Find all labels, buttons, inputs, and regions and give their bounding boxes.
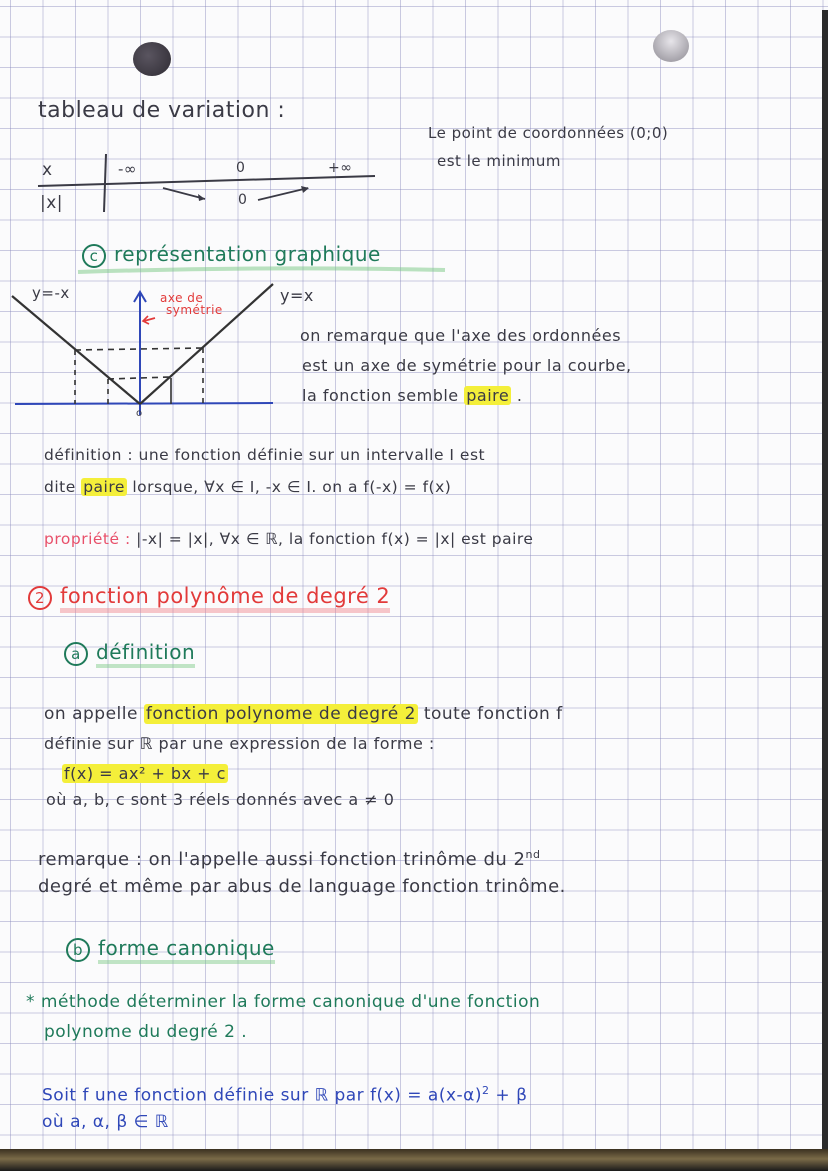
definition-poly-line2: définie sur ℝ par une expression de la forme :	[44, 734, 435, 753]
arrow-head	[301, 186, 309, 193]
section-b-heading	[66, 936, 275, 962]
section-c-heading	[82, 242, 381, 268]
minimum-note-line1: Le point de coordonnées (0;0)	[428, 124, 669, 142]
section-b-title: forme canonique	[98, 936, 275, 964]
remarque-line1: remarque : on l'appelle aussi fonction trinôme du 2nd	[38, 848, 541, 870]
methode-line2: polynome du degré 2 .	[44, 1022, 248, 1042]
highlight-formula: f(x) = ax² + bx + c	[64, 764, 226, 783]
increasing-arrow	[258, 188, 308, 200]
highlight-paire: paire	[466, 386, 510, 405]
x-axis	[15, 403, 273, 404]
methode-line1: * méthode déterminer la forme canonique d'une fonction	[26, 992, 541, 1012]
section-marker-icon: c	[82, 244, 106, 268]
graph-remark-line3: la fonction semble paire .	[302, 386, 523, 405]
variation-table-title: tableau de variation :	[38, 98, 286, 123]
var-row-f-label: |x|	[40, 193, 64, 213]
var-x-value: -∞	[118, 160, 137, 178]
minimum-note-line2: est le minimum	[437, 152, 562, 170]
var-x-value: 0	[236, 160, 246, 176]
property-label: propriété :	[44, 530, 131, 548]
definition-poly-formula	[62, 764, 228, 783]
soit-line1: Soit f une fonction définie sur ℝ par $f(x) = a(x-\alpha)^2 + \beta$	[42, 1084, 528, 1106]
section-marker-icon: b	[66, 938, 90, 962]
graph-remark-line2: est un axe de symétrie pour la courbe,	[302, 356, 632, 375]
graph-remark-line1: on remarque que l'axe des ordonnées	[300, 326, 622, 345]
section-2-title: fonction polynôme de degré 2	[60, 584, 390, 613]
soit-line2: où a, α, β ∈ ℝ	[42, 1112, 169, 1132]
remarque-line2: degré et même par abus de language fonction trinôme.	[38, 876, 566, 897]
var-x-value: +∞	[328, 160, 353, 176]
section-marker-icon: a	[64, 642, 88, 666]
definition-poly-line1: on appelle fonction polynome de degré 2 toute fonction f	[44, 704, 563, 724]
arrow-head	[198, 194, 205, 201]
var-table-hline	[38, 176, 375, 186]
graph-label-y-neg-x: y=-x	[32, 284, 70, 302]
section-2-heading	[28, 584, 390, 610]
graph-label-y-x: y=x	[280, 286, 314, 305]
property-line: propriété : |-x| = |x|, ∀x ∈ ℝ, la fonction f(x) = |x| est paire	[44, 530, 534, 548]
section-c-title: représentation graphique	[114, 242, 381, 266]
page-bottom-edge	[0, 1149, 828, 1171]
definition-paire-line1: définition : une fonction définie sur un intervalle I est	[44, 446, 486, 464]
highlight-paire: paire	[83, 478, 125, 496]
definition-poly-line4: où a, b, c sont 3 réels donnés avec a ≠ 0	[46, 790, 395, 809]
origin-label: o	[136, 408, 143, 419]
definition-paire-line2: dite paire lorsque, ∀x ∈ I, -x ∈ I. on a f(-x) = f(x)	[44, 478, 452, 496]
section-marker-icon: 2	[28, 586, 52, 610]
var-min-value: 0	[238, 192, 248, 208]
highlight-polynome-degre-2: fonction polynome de degré 2	[145, 704, 416, 724]
section-a-title: définition	[96, 640, 195, 668]
section-a-heading	[64, 640, 195, 666]
var-row-x-label: x	[42, 160, 53, 180]
symmetry-note: axe de symétrie	[160, 291, 223, 317]
